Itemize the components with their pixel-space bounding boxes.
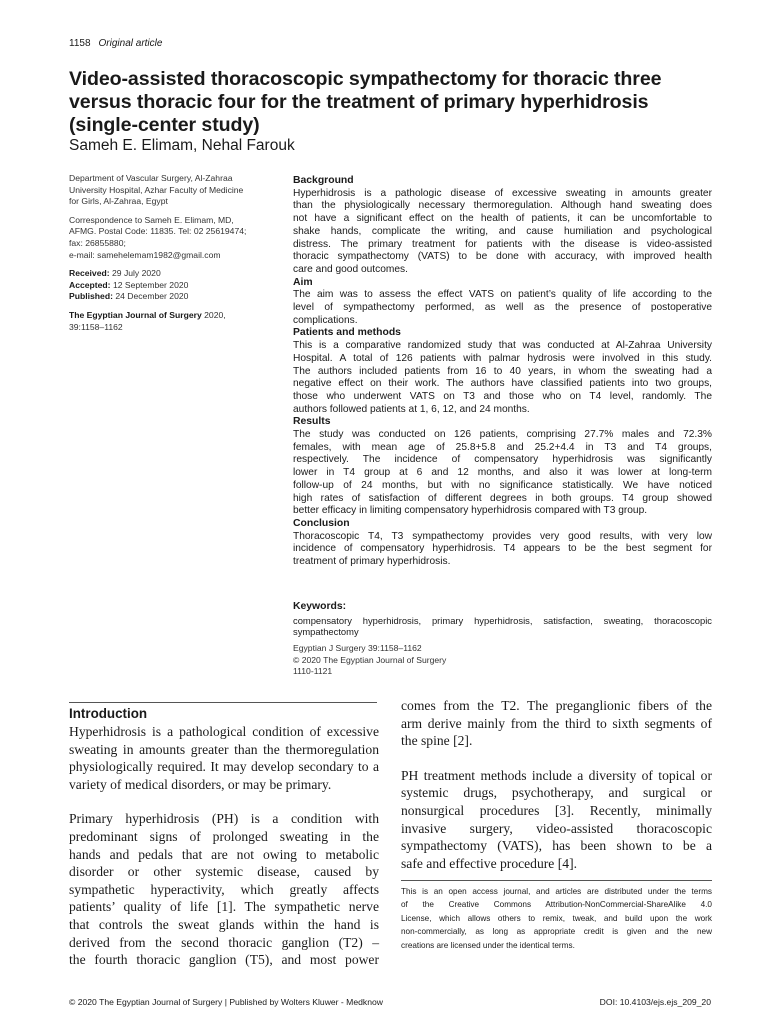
- author-list: Sameh E. Elimam, Nehal Farouk: [69, 137, 295, 154]
- affiliation: [69, 173, 269, 208]
- title-line: Video-assisted thoracoscopic sympathectomy for thoracic three: [69, 68, 662, 90]
- affiliation-line: Department of Vascular Surgery, Al-Zahraa: [69, 173, 233, 183]
- section-divider: [69, 702, 377, 703]
- correspondence: [69, 215, 269, 261]
- article-title: [69, 68, 719, 137]
- published-date: Published: 24 December 2020: [69, 291, 189, 302]
- results-heading: Results: [293, 416, 331, 428]
- body-column-right: [401, 697, 712, 889]
- issn-line: 1110-1121: [293, 666, 333, 677]
- keywords-line: sympathectomy: [293, 626, 359, 637]
- affiliation-line: for Girls, Al-Zahraa, Egypt: [69, 196, 168, 207]
- affiliation-line: University Hospital, Azhar Faculty of Medicine: [69, 184, 244, 195]
- citation-line: Egyptian J Surgery 39:1158–1162: [293, 643, 422, 653]
- keywords-heading: Keywords:: [293, 601, 347, 612]
- journal-reference: [69, 310, 269, 333]
- introduction-heading: Introduction: [69, 706, 148, 721]
- correspondence-line: AFMG. Postal Code: 11835. Tel: 02 25619474;: [69, 226, 247, 237]
- conclusion-heading: Conclusion: [293, 517, 350, 529]
- abstract: [293, 175, 712, 569]
- accepted-date: Accepted: 12 September 2020: [69, 279, 189, 290]
- citation-info: [293, 643, 446, 678]
- article-metadata: [69, 173, 269, 340]
- methods-heading: Patients and methods: [293, 327, 401, 339]
- journal-name: The Egyptian Journal of Surgery: [69, 309, 202, 320]
- title-line: versus thoracic four for the treatment of primary hyperhidrosis: [69, 91, 649, 113]
- correspondence-line: fax: 26855880;: [69, 237, 126, 248]
- background-heading: Background: [293, 175, 354, 186]
- keywords-line: compensatory hyperhidrosis, primary hyperhidrosis, satisfaction, sweating, thoracoscopic: [293, 614, 712, 626]
- article-type: Original article: [98, 38, 163, 49]
- title-line: (single-center study): [69, 114, 260, 136]
- aim-text: The aim was to assess the effect VATS on patient’s quality of life according to the level of sympathectomy performed, as well as the presence of postoperative complications.: [293, 289, 712, 326]
- body-column-left: [69, 723, 379, 986]
- page-number: 1158: [69, 38, 91, 49]
- license-divider: [401, 880, 712, 881]
- results-text: The study was conducted on 126 patients, comprising 27.7% males and 72.3% females, with mean age of 25.8+5.8 and 25.2+4.4 in T3 and T4 groups, respectively. The incidence of compensatory hyperhidrosis was significantly lower in T4 group at 6 and 12 months, and also it was lower at long-term follow-up of 24 months, but with no significance statistically. We have noticed high rates of satisfaction of different degrees in both groups. T4 group showed better efficacy in limiting compensatory hyperhidrosis compared with T3 group.: [293, 429, 712, 517]
- aim-heading: Aim: [293, 276, 313, 288]
- article-dates: [69, 268, 269, 303]
- correspondence-email: e-mail: samehelemam1982@gmail.com: [69, 249, 221, 260]
- conclusion-text: Thoracoscopic T4, T3 sympathectomy provides very good results, with very low incidence of compensatory hyperhidrosis. T4 appears to be the best segment for treatment of primary hyperhidrosis.: [293, 530, 712, 568]
- intro-paragraph: comes from the T2. The preganglionic fibers of the arm derive mainly from the third to sixth segments of the spine [2].: [401, 698, 712, 749]
- background-text: Hyperhidrosis is a pathologic disease of excessive sweating in amounts greater than the physiologically necessary thermoregulation. Although hand sweating does not have a significant effect on the health of patients, it can be uncomfortable to shake hands, complicate the writing, and cause humiliation and psychological distress. The primary treatment for patients with the disease is video-assisted thoracic sympathectomy (VATS) to be done with accuracy, with improved health care and good outcomes.: [293, 187, 712, 275]
- journal-year: 2020,: [201, 309, 226, 320]
- copyright-line: © 2020 The Egyptian Journal of Surgery: [293, 654, 447, 665]
- intro-paragraph: PH treatment methods include a diversity of topical or systemic drugs, psychotherapy, and surgical or nonsurgical procedures [3]. Recently, minimally invasive surgery, video-assisted thoracoscopic sympathectomy (VATS), has been shown to be a safe and effective procedure [4].: [401, 767, 712, 871]
- intro-paragraph: Primary hyperhidrosis (PH) is a condition with predominant signs of prolonged sweating in the hands and pedals that are not owing to metabolic disorder or other systemic disease, caused by sympathetic hyperactivity, which greatly affects patients’ quality of life [1]. The sympathetic nerve that controls the sweat glands within the hand is derived from the second thoracic ganglion (T2) – the fourth thoracic ganglion (T5), and most power: [69, 811, 379, 968]
- license-notice: This is an open access journal, and articles are distributed under the terms of the Creative Commons Attribution-NonCommercial-ShareAlike 4.0 License, which allows others to remix, tweak, and build upon the work non-commercially, as long as appropriate credit is given and the new creations are licensed under the identical terms.: [401, 887, 712, 950]
- running-header: [69, 38, 162, 49]
- keywords: [293, 601, 712, 638]
- volume-pages: 39:1158–1162: [69, 321, 123, 332]
- intro-paragraph: Hyperhidrosis is a pathological condition of excessive sweating in amounts greater than the thermoregulation physiologically required. It may develop secondary to a variety of medical disorders, or may be primary.: [69, 724, 379, 792]
- correspondence-line: Correspondence to Sameh E. Elimam, MD,: [69, 214, 234, 225]
- methods-text: This is a comparative randomized study that was conducted at Al-Zahraa University Hospital. A total of 126 patients with palmar hydrosis were involved in this study. The authors included patients from 16 to 40 years, in whom the sweating had a negative effect on their work. The authors have classified patients into two groups, those who underwent VATS on T3 and those who on T4 level, randomly. The authors followed patients at 1, 6, 12, and 24 months.: [293, 340, 712, 415]
- footer-doi: DOI: 10.4103/ejs.ejs_209_20: [599, 997, 711, 1007]
- footer-copyright: © 2020 The Egyptian Journal of Surgery | Published by Wolters Kluwer - Medknow: [69, 997, 383, 1007]
- received-date: Received: 29 July 2020: [69, 268, 161, 279]
